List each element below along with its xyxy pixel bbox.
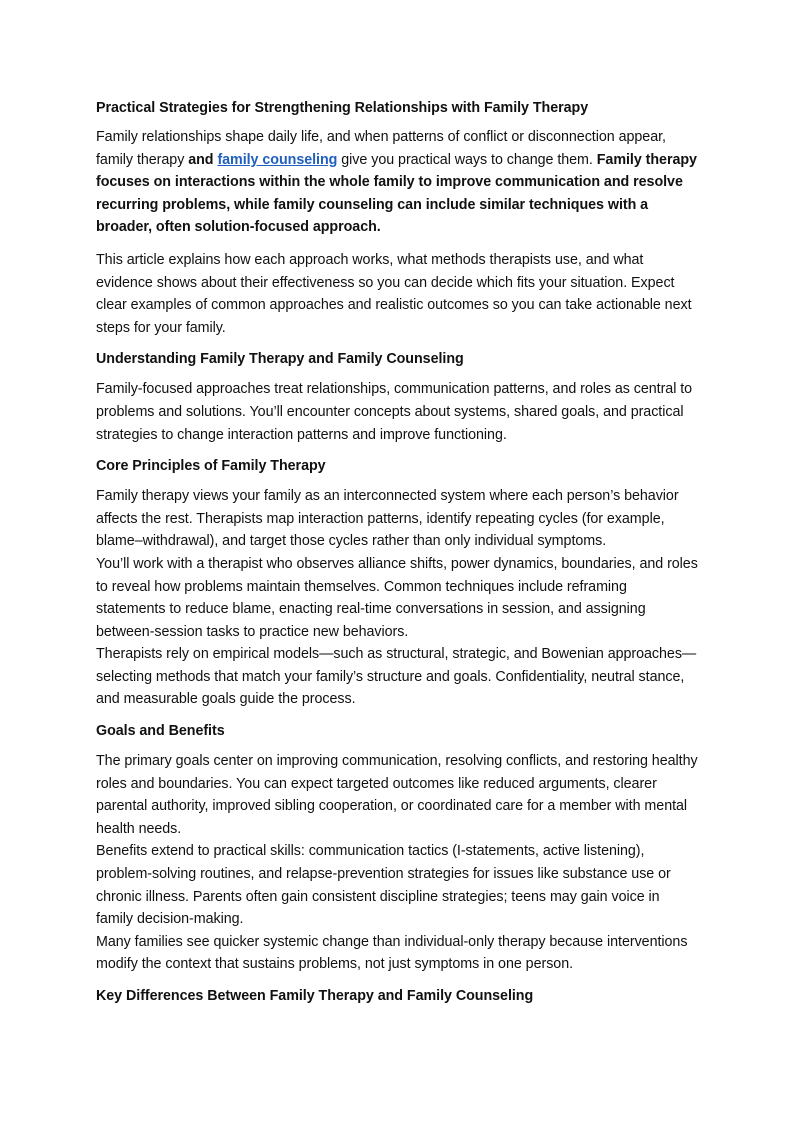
page-title: Practical Strategies for Strengthening Relationships with Family Therapy <box>96 100 589 116</box>
document-page <box>96 98 700 1015</box>
understanding-paragraph: Family-focused approaches treat relationships, communication patterns, and roles as central to problems and solutions. You’ll encounter concepts about systems, shared goals, and practical strategies to change interaction patterns and improve functioning. <box>96 381 693 443</box>
core-principles-paragraph-2: You’ll work with a therapist who observes alliance shifts, power dynamics, boundaries, and roles to reveal how problems maintain themselves. Common techniques include reframing statements to reduce blame, enacting real-time conversations in session, and assigning between-session tasks to practice new behaviors. <box>96 555 698 640</box>
intro-text-2: give you practical ways to change them. <box>337 151 597 168</box>
intro-paragraph <box>96 126 700 239</box>
intro-bold-statement: Family therapy focuses on interactions within the whole family to improve communication and resolve recurring problems, while family counseling can include similar techniques with a broader, often solution-focused approach. <box>96 151 697 236</box>
intro-and-bold: and <box>188 151 214 168</box>
family-counseling-link[interactable]: family counseling <box>217 151 338 168</box>
section-heading-goals-benefits: Goals and Benefits <box>96 723 225 740</box>
section-heading-key-differences: Key Differences Between Family Therapy and Family Counseling <box>96 988 534 1004</box>
section-heading-core-principles: Core Principles of Family Therapy <box>96 458 326 475</box>
core-principles-paragraph-3: Therapists rely on empirical models—such as structural, strategic, and Bowenian approaches—selecting methods that match your family’s structure and goals. Confidentiality, neutral stance, and measurable goals guide the process. <box>96 646 697 708</box>
goals-paragraph-3: Many families see quicker systemic change than individual-only therapy because interventions modify the context that sustains problems, not just symptoms in one person. <box>96 933 688 973</box>
intro-paragraph-2: This article explains how each approach works, what methods therapists use, and what evidence shows about their effectiveness so you can decide which fits your situation. Expect clear examples of common approaches and realistic outcomes so you can take actionable next steps for your family. <box>96 251 692 336</box>
goals-paragraph-1: The primary goals center on improving communication, resolving conflicts, and restoring healthy roles and boundaries. You can expect targeted outcomes like reduced arguments, clearer parental authority, improved sibling cooperation, or coordinated care for a member with mental health needs. <box>96 753 698 837</box>
goals-paragraph-2: Benefits extend to practical skills: communication tactics (I-statements, active listening), problem-solving routines, and relapse-prevention strategies for issues like substance use or chronic illness. Parents often gain consistent discipline strategies; teens may gain voice in family decision-making. <box>96 843 671 928</box>
intro-text-1: Family relationships shape daily life, and when patterns of conflict or disconnection appear, family therapy <box>96 129 666 168</box>
section-heading-understanding: Understanding Family Therapy and Family Counseling <box>96 351 464 368</box>
core-principles-paragraph-1: Family therapy views your family as an interconnected system where each person’s behavior affects the rest. Therapists map interaction patterns, identify repeating cycles (for example, blame–withdrawal), and target those cycles rather than only individual symptoms. <box>96 488 679 550</box>
